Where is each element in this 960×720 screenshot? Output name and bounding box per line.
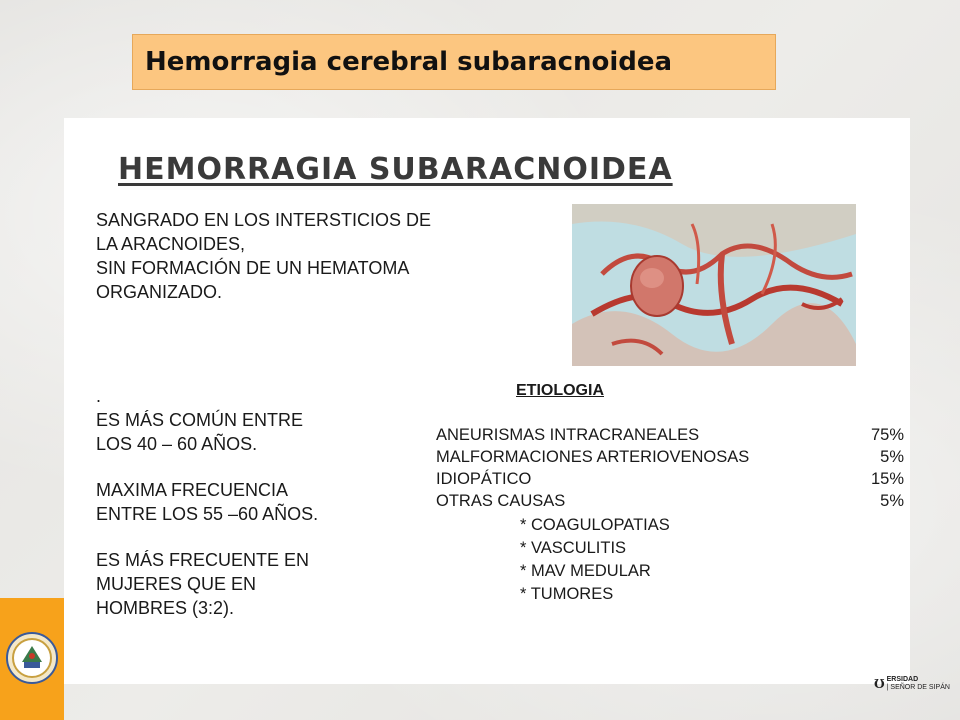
statistics-text (96, 384, 318, 642)
etiology-label: ANEURISMAS INTRACRANEALES (436, 426, 700, 444)
angiography-image (572, 204, 856, 366)
list-item: * COAGULOPATIAS (520, 516, 670, 534)
slide-content (64, 118, 910, 684)
logo-mark-icon: Ʊ (874, 677, 885, 691)
sex-line-2: MUJERES QUE EN (96, 574, 257, 594)
etiology-value: 15% (870, 470, 904, 488)
etiology-label: MALFORMACIONES ARTERIOVENOSAS (436, 448, 750, 466)
etiology-title: ETIOLOGIA (516, 382, 604, 399)
title-box (132, 34, 776, 90)
other-causes-list (520, 514, 670, 606)
list-item (436, 446, 904, 468)
page-title: Hemorragia cerebral subaracnoidea (145, 47, 673, 77)
etiology-value: 5% (880, 448, 904, 466)
definition-line: SANGRADO EN LOS INTERSTICIOS DE (96, 210, 432, 230)
peak-frequency-text (96, 478, 318, 526)
sex-line-1: ES MÁS FRECUENTE EN (96, 550, 310, 570)
etiology-list (436, 424, 904, 512)
list-item: * VASCULITIS (520, 539, 627, 557)
etiology-label: IDIOPÁTICO (436, 470, 532, 488)
list-item (436, 424, 904, 446)
list-item: * MAV MEDULAR (520, 562, 651, 580)
list-item (436, 490, 904, 512)
etiology-value: 75% (870, 426, 904, 444)
angiography-image-icon (572, 204, 856, 366)
age-line-2: LOS 40 – 60 AÑOS. (96, 434, 258, 454)
age-range-text (96, 408, 318, 456)
sex-line-3: HOMBRES (3:2). (96, 598, 235, 618)
definition-line: SIN FORMACIÓN DE UN HEMATOMA (96, 258, 410, 278)
university-seal-icon (6, 632, 58, 684)
logo-text-line-1: ERSIDAD (886, 676, 919, 683)
etiology-value: 5% (880, 492, 904, 510)
sex-ratio-text (96, 548, 318, 620)
logo-text-line-2: | SEÑOR DE SIPÁN (886, 684, 950, 691)
definition-text (96, 208, 431, 304)
definition-line: ORGANIZADO. (96, 282, 223, 302)
peak-line-1: MAXIMA FRECUENCIA (96, 480, 289, 500)
etiology-label: OTRAS CAUSAS (436, 492, 566, 510)
bullet-marker: . (96, 386, 102, 406)
list-item (436, 468, 904, 490)
age-line-1: ES MÁS COMÚN ENTRE (96, 410, 304, 430)
university-logo (874, 676, 950, 692)
peak-line-2: ENTRE LOS 55 –60 AÑOS. (96, 504, 319, 524)
definition-line: LA ARACNOIDES, (96, 234, 246, 254)
slide-heading: HEMORRAGIA SUBARACNOIDEA (118, 152, 673, 187)
list-item: * TUMORES (520, 585, 614, 603)
